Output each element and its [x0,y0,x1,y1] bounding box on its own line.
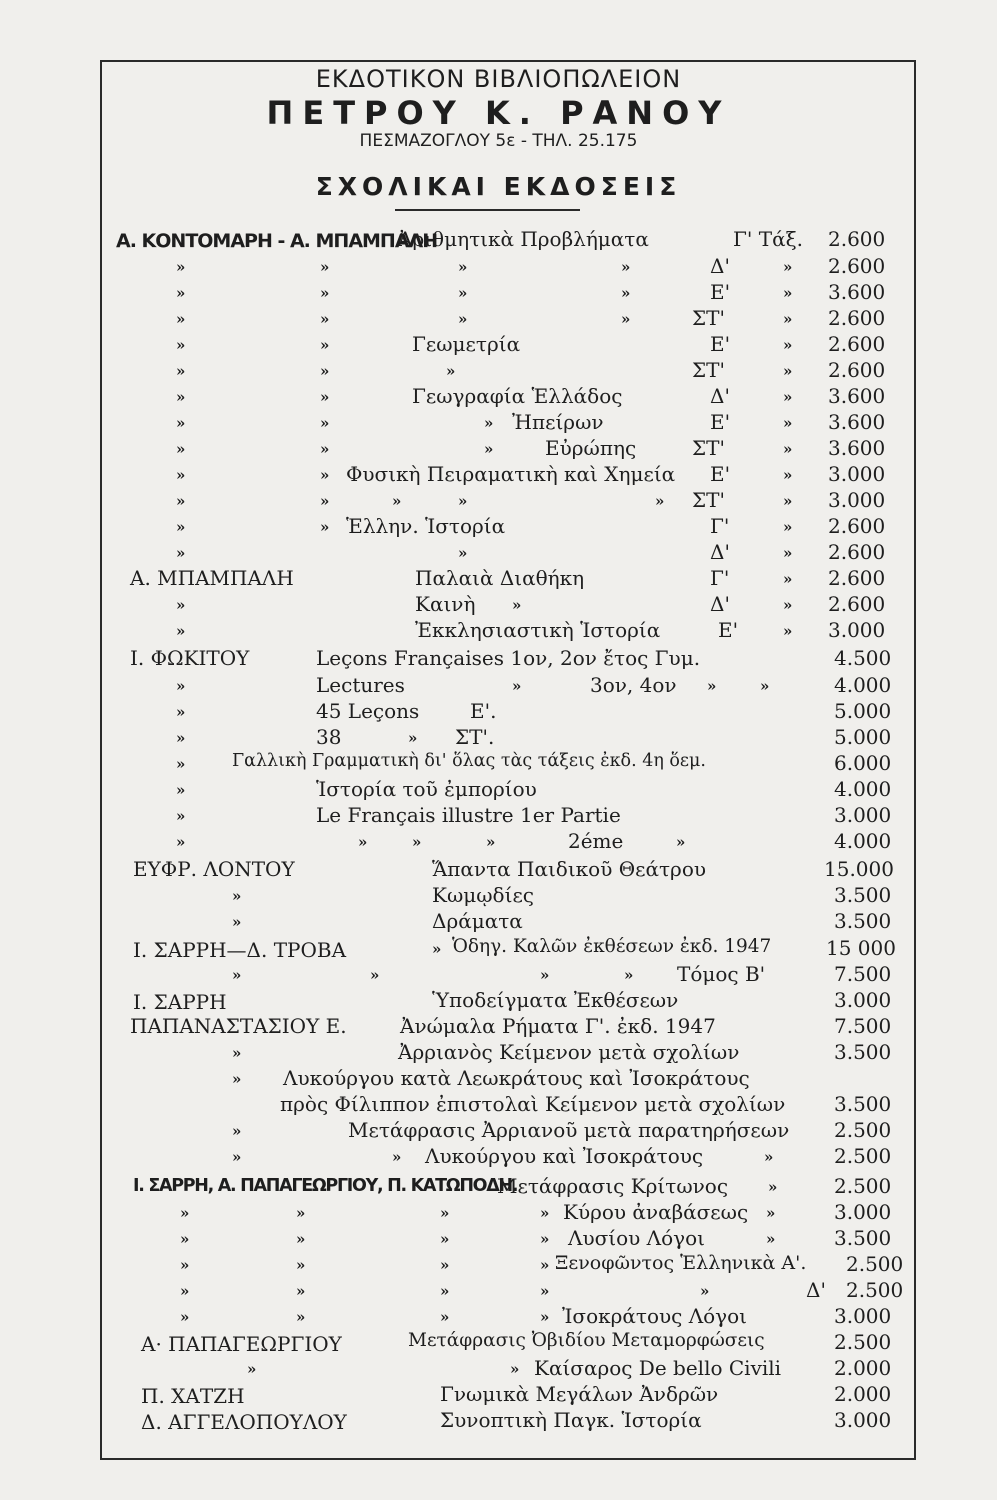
book-title: Φυσικὴ Πειραματικὴ καὶ Χημεία [346,462,676,486]
grade-label: Δ' [806,1278,826,1302]
ditto-mark: » [783,414,793,432]
price: 7.500 [834,1014,892,1038]
ditto-mark: » [176,622,186,640]
price: 6.000 [834,751,892,775]
ditto-mark: » [180,1282,190,1300]
ditto-mark: » [296,1204,306,1222]
price: 2.600 [828,592,886,616]
ditto-mark: » [176,492,186,510]
ditto-mark: » [783,544,793,562]
book-title: Ἅπαντα Παιδικοῦ Θεάτρου [432,857,707,881]
ditto-mark: » [783,492,793,510]
ditto-mark: » [783,466,793,484]
book-title: Κωμῳδίες [432,883,535,907]
ditto-mark: » [320,492,330,510]
book-title: Μετάφρασις Ὀβιδίου Μεταμορφώσεις [408,1330,765,1351]
ditto-mark: » [176,833,186,851]
book-title: Ἑλλην. Ἱστορία [346,514,506,538]
ditto-mark: » [783,388,793,406]
price: 7.500 [834,962,892,986]
ditto-mark: » [486,833,496,851]
book-title: Γαλλικὴ Γραμματικὴ δι' ὅλας τὰς τάξεις ἐκδ. 4η ὅεμ. [232,751,706,771]
price: 5.000 [834,725,892,749]
author-label: Α· ΠΑΠΑΓΕΩΡΓΙΟΥ [141,1332,342,1356]
price: 2.500 [846,1252,904,1276]
ditto-mark: » [176,466,186,484]
book-title: Ὑποδείγματα Ἐκθέσεων [432,988,679,1012]
ditto-mark: » [176,755,186,773]
ditto-mark: » [783,518,793,536]
book-title: Ὁδηγ. Καλῶν ἐκθέσεων ἐκδ. 1947 [452,936,772,957]
author-label: Α. ΜΠΑΜΠΑΛΗ [130,566,294,590]
ditto-mark: » [783,362,793,380]
ditto-mark: » [176,518,186,536]
price: 3.500 [834,1040,892,1064]
ditto-mark: » [458,544,468,562]
ditto-mark: » [766,1204,776,1222]
book-title: Δράματα [432,909,523,933]
ditto-mark: » [232,887,242,905]
book-title: Παλαιὰ Διαθήκη [415,566,585,590]
ditto-mark: » [783,258,793,276]
ditto-mark: » [176,362,186,380]
price: 3.600 [828,436,886,460]
ditto-mark: » [432,940,442,958]
price: 3.600 [828,410,886,434]
ditto-mark: » [707,677,717,695]
book-title: Εὐρώπης [545,436,637,460]
ditto-mark: » [180,1204,190,1222]
book-title: Λυσίου Λόγοι [568,1226,705,1250]
ditto-mark: » [176,336,186,354]
price: 3.000 [828,462,886,486]
book-title: Μετάφρασις Ἀρριανοῦ μετὰ παρατηρήσεων [348,1118,790,1142]
price: 15 000 [826,936,896,960]
ditto-mark: » [176,544,186,562]
grade-label: ΣΤ' [692,436,725,460]
ditto-mark: » [446,362,456,380]
grade-label: Γ' Τάξ. [733,227,803,251]
grade-label: Ε' [710,332,731,356]
grade-label: Ε' [710,410,731,434]
ditto-mark: » [232,1122,242,1140]
book-title: πρὸς Φίλιππον ἐπιστολαὶ Κείμενον μετὰ σχολίων [280,1092,786,1116]
book-title: Ἐκκλησιαστικὴ Ἱστορία [415,618,661,642]
ditto-mark: » [176,596,186,614]
book-title: Ἱστορία τοῦ ἐμπορίου [316,777,537,801]
ditto-mark: » [783,310,793,328]
ditto-mark: » [676,833,686,851]
author-label: Ι. ΦΩΚΙΤΟΥ [130,646,250,670]
book-title: Ἀρριανὸς Κείμενον μετὰ σχολίων [398,1040,740,1064]
ditto-mark: » [540,1230,550,1248]
owner-heading: ΠΕΤΡΟΥ Κ. ΡΑΝΟΥ [266,94,731,132]
section-title: ΣΧΟΛΙΚΑΙ ΕΚΔΟΣΕΙΣ [315,172,682,201]
ditto-mark: » [320,362,330,380]
ditto-mark: » [458,284,468,302]
ditto-mark: » [783,440,793,458]
price: 4.000 [834,829,892,853]
price: 3.000 [834,1408,892,1432]
ditto-mark: » [540,1204,550,1222]
book-title: Λυκούργου καὶ Ἰσοκράτους [425,1144,704,1168]
book-title: Καίσαρος De bello Civili [534,1356,782,1380]
ditto-mark: » [358,833,368,851]
book-title: Le Français illustre 1er Partie [316,803,621,827]
ditto-mark: » [621,258,631,276]
address-line: ΠΕΣΜΑΖΟΓΛΟΥ 5ε - ΤΗΛ. 25.175 [359,131,638,151]
ditto-mark: » [768,1178,778,1196]
ditto-mark: » [764,1148,774,1166]
book-title: Τόμος Β' [677,962,766,986]
ditto-mark: » [540,1256,550,1274]
ditto-mark: » [176,781,186,799]
ditto-mark: » [296,1230,306,1248]
grade-label: Δ' [710,254,730,278]
ditto-mark: » [176,807,186,825]
ditto-mark: » [232,1070,242,1088]
grade-label: Δ' [710,384,730,408]
ditto-mark: » [370,966,380,984]
price: 3.000 [828,618,886,642]
ditto-mark: » [760,677,770,695]
ditto-mark: » [655,492,665,510]
price: 15.000 [824,857,894,881]
book-title: Leçons Françaises 1ον, 2ον ἔτος Γυμ. [316,646,701,670]
ditto-mark: » [440,1308,450,1326]
author-label: Ι. ΣΑΡΡΗ, Α. ΠΑΠΑΓΕΩΡΓΙΟΥ, Π. ΚΑΤΩΠΟΔΗ. [133,1176,518,1196]
book-title: Ἀριθμητικὰ Προβλήματα [398,227,649,251]
grade-label: Δ' [710,592,730,616]
author-label: Π. ΧΑΤΖΗ [141,1384,245,1408]
grade-label: Γ' [710,566,730,590]
price: 2.000 [834,1356,892,1380]
ditto-mark: » [458,310,468,328]
ditto-mark: » [624,966,634,984]
ditto-mark: » [621,310,631,328]
ditto-mark: » [180,1230,190,1248]
author-label: ΠΑΠΑΝΑΣΤΑΣΙΟΥ Ε. [130,1014,347,1038]
price: 3.000 [834,1304,892,1328]
grade-label: Ε'. [470,699,497,723]
grade-label: Δ' [710,540,730,564]
price: 4.500 [834,646,892,670]
book-title: 2éme [568,829,624,853]
ditto-mark: » [783,622,793,640]
price: 3.000 [828,488,886,512]
ditto-mark: » [296,1256,306,1274]
ditto-mark: » [458,492,468,510]
ditto-mark: » [484,440,494,458]
ditto-mark: » [176,284,186,302]
ditto-mark: » [232,966,242,984]
ditto-mark: » [392,492,402,510]
book-title: Lectures [316,673,405,697]
ditto-mark: » [621,284,631,302]
ditto-mark: » [180,1308,190,1326]
ditto-mark: » [510,1360,520,1378]
ditto-mark: » [320,466,330,484]
ditto-mark: » [176,310,186,328]
ditto-mark: » [320,440,330,458]
author-label: Α. ΚΟΝΤΟΜΑΡΗ - Α. ΜΠΑΜΠΑΛΗ [116,230,438,252]
grade-label: ΣΤ' [692,306,725,330]
book-title: Γνωμικὰ Μεγάλων Ἀνδρῶν [440,1382,719,1406]
price: 2.000 [834,1382,892,1406]
price: 3.500 [834,909,892,933]
price: 3.500 [834,1092,892,1116]
price: 3.500 [834,1226,892,1250]
ditto-mark: » [176,258,186,276]
price: 3.600 [828,384,886,408]
ditto-mark: » [296,1282,306,1300]
book-title: Ξενοφῶντος Ἑλληνικὰ Α'. [555,1252,807,1274]
ditto-mark: » [176,677,186,695]
ditto-mark: » [232,1148,242,1166]
ditto-mark: » [176,440,186,458]
grade-label: Ε' [718,618,739,642]
price: 3.000 [834,803,892,827]
ditto-mark: » [247,1360,257,1378]
price: 4.000 [834,673,892,697]
ditto-mark: » [176,388,186,406]
book-title: 38 [316,725,342,749]
price: 2.600 [828,514,886,538]
ditto-mark: » [320,310,330,328]
price: 3.000 [834,988,892,1012]
ditto-mark: » [412,833,422,851]
book-title: Λυκούργου κατὰ Λεωκράτους καὶ Ἰσοκράτους [283,1066,750,1090]
ditto-mark: » [180,1256,190,1274]
price: 2.500 [834,1174,892,1198]
price: 5.000 [834,699,892,723]
author-label: ΕΥΦΡ. ΛΟΝΤΟΥ [133,857,295,881]
price: 3.600 [828,280,886,304]
price: 2.600 [828,227,886,251]
ditto-mark: » [783,596,793,614]
book-title: Γεωγραφία Ἑλλάδος [412,384,623,408]
book-title: Ἠπείρων [512,410,604,434]
price: 2.500 [834,1118,892,1142]
price: 4.000 [834,777,892,801]
ditto-mark: » [783,284,793,302]
book-title: Μετάφρασις Κρίτωνος [497,1174,729,1198]
ditto-mark: » [320,414,330,432]
price: 2.500 [834,1144,892,1168]
ditto-mark: » [440,1256,450,1274]
book-title: Κύρου ἀναβάσεως [563,1200,749,1224]
ditto-mark: » [320,336,330,354]
grade-label: Ε' [710,462,731,486]
ditto-mark: » [700,1282,710,1300]
ditto-mark: » [320,284,330,302]
ditto-mark: » [440,1282,450,1300]
book-title: Συνοπτικὴ Παγκ. Ἱστορία [440,1408,702,1432]
price: 2.600 [828,358,886,382]
ditto-mark: » [512,677,522,695]
ditto-mark: » [512,596,522,614]
ditto-mark: » [176,414,186,432]
ditto-mark: » [296,1308,306,1326]
price: 2.600 [828,306,886,330]
price: 2.600 [828,254,886,278]
ditto-mark: » [176,703,186,721]
grade-label: ΣΤ' [692,358,725,382]
grade-label: ΣΤ' [692,488,725,512]
author-label: Ι. ΣΑΡΡΗ—Δ. ΤΡΟΒΑ [133,938,347,962]
author-label: Ι. ΣΑΡΡΗ [133,990,227,1014]
book-title: 45 Leçons [316,699,420,723]
ditto-mark: » [320,258,330,276]
ditto-mark: » [232,913,242,931]
price: 2.600 [828,332,886,356]
ditto-mark: » [440,1204,450,1222]
ditto-mark: » [408,729,418,747]
title-underline [395,209,580,211]
author-label: Δ. ΑΓΓΕΛΟΠΟΥΛΟΥ [141,1410,347,1434]
price: 2.600 [828,540,886,564]
grade-label: ΣΤ'. [455,725,495,749]
price: 2.500 [834,1330,892,1354]
publisher-heading: ΕΚΔΟΤΙΚΟΝ ΒΙΒΛΙΟΠΩΛΕΙΟΝ [315,65,682,93]
grade-label: Ε' [710,280,731,304]
ditto-mark: » [540,1282,550,1300]
book-title: Γεωμετρία [412,332,521,356]
book-title: Ἀνώμαλα Ρήματα Γ'. ἐκδ. 1947 [400,1014,716,1038]
grade-label: Γ' [710,514,730,538]
ditto-mark: » [540,966,550,984]
ditto-mark: » [320,518,330,536]
price: 2.600 [828,566,886,590]
ditto-mark: » [232,1044,242,1062]
ditto-mark: » [176,729,186,747]
book-title: 3ον, 4ον [590,673,677,697]
ditto-mark: » [783,336,793,354]
ditto-mark: » [540,1308,550,1326]
price: 2.500 [846,1278,904,1302]
ditto-mark: » [484,414,494,432]
ditto-mark: » [766,1230,776,1248]
ditto-mark: » [440,1230,450,1248]
ditto-mark: » [320,388,330,406]
ditto-mark: » [783,570,793,588]
ditto-mark: » [458,258,468,276]
price: 3.500 [834,883,892,907]
ditto-mark: » [392,1148,402,1166]
price: 3.000 [834,1200,892,1224]
book-title: Καινὴ [415,592,476,616]
book-title: Ἰσοκράτους Λόγοι [562,1304,748,1328]
